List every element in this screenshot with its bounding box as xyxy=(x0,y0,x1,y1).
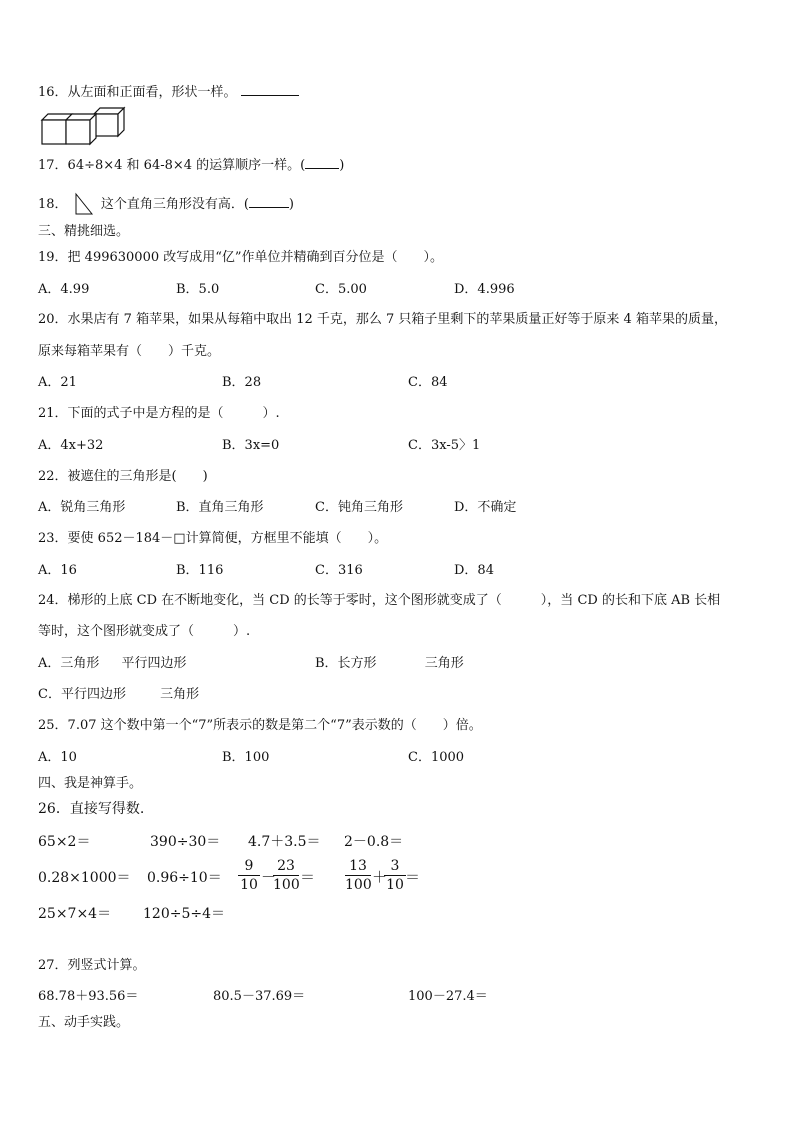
calc-item: 0.28×1000＝ xyxy=(38,870,131,886)
option-a[interactable]: A．锐角三角形 xyxy=(38,500,126,515)
plus-sign: ＋ xyxy=(372,868,388,886)
option-a[interactable]: A．4.99 xyxy=(38,282,90,297)
question-20-line1: 20．水果店有 7 箱苹果，如果从每箱中取出 12 千克，那么 7 只箱子里剩下的苹果质量正好等于原来 4 箱苹果的质量， xyxy=(38,312,727,327)
option-a[interactable]: A．10 xyxy=(38,750,77,765)
option-b[interactable]: B．28 xyxy=(222,375,262,390)
calc-item: 80.5－37.69＝ xyxy=(213,989,306,1004)
denominator: 100 xyxy=(273,877,300,893)
question-17 xyxy=(38,156,344,175)
option-c[interactable]: C．钝角三角形 xyxy=(315,500,403,515)
section-5-heading: 五、动手实践。 xyxy=(38,1015,130,1030)
minus-sign: － xyxy=(261,868,277,886)
option-b-second: 三角形 xyxy=(424,656,464,671)
question-27-title: 27．列竖式计算。 xyxy=(38,958,146,973)
option-b[interactable]: B．直角三角形 xyxy=(176,500,264,515)
right-triangle-icon xyxy=(74,192,94,216)
denominator: 100 xyxy=(345,877,372,893)
fraction-9-10 xyxy=(238,858,260,893)
option-b[interactable]: B．5.0 xyxy=(176,282,220,297)
question-18-text: 这个直角三角形没有高．( xyxy=(100,197,249,212)
option-d[interactable]: D．84 xyxy=(454,563,494,578)
question-20-line2: 原来每箱苹果有（ ）千克。 xyxy=(38,344,221,359)
option-a-first: A．三角形 xyxy=(38,656,100,671)
option-c[interactable]: C．3x-5〉1 xyxy=(408,438,481,453)
close-paren: ) xyxy=(339,158,345,173)
question-16-text: 16．从左面和正面看，形状一样。 xyxy=(38,85,237,100)
question-18 xyxy=(38,192,294,216)
equals-sign: ＝ xyxy=(405,868,421,886)
option-c[interactable]: C．84 xyxy=(408,375,448,390)
option-b[interactable]: B．3x=0 xyxy=(222,438,280,453)
question-17-text: 17．64÷8×4 和 64-8×4 的运算顺序一样。( xyxy=(38,158,306,173)
option-a[interactable] xyxy=(38,655,187,673)
close-paren: ) xyxy=(288,197,294,212)
calc-item: 4.7＋3.5＝ xyxy=(248,834,321,850)
question-24-line1: 24．梯形的上底 CD 在不断地变化，当 CD 的长等于零时，这个图形就变成了（ ），当 CD 的长和下底 AB 长相 xyxy=(38,593,721,608)
option-c-first: C．平行四边形 xyxy=(38,687,126,702)
option-b-first: B．长方形 xyxy=(315,656,377,671)
answer-blank[interactable] xyxy=(241,83,299,96)
option-b[interactable] xyxy=(315,655,464,673)
question-21-text: 21．下面的式子中是方程的是（ ）. xyxy=(38,406,280,421)
option-c[interactable] xyxy=(38,686,199,704)
question-26-title: 26．直接写得数. xyxy=(38,801,145,817)
calc-item: 120÷5÷4＝ xyxy=(143,906,225,922)
numerator: 3 xyxy=(390,858,400,874)
section-3-heading: 三、精挑细选。 xyxy=(38,224,130,239)
equals-sign: ＝ xyxy=(300,868,316,886)
numerator: 23 xyxy=(277,858,295,874)
calc-item: 390÷30＝ xyxy=(150,834,221,850)
question-16 xyxy=(38,83,299,102)
answer-blank[interactable] xyxy=(305,156,339,169)
calc-item: 68.78＋93.56＝ xyxy=(38,989,139,1004)
calc-item: 100－27.4＝ xyxy=(408,989,488,1004)
question-18-number: 18． xyxy=(38,197,68,212)
answer-blank[interactable] xyxy=(249,195,289,208)
denominator: 10 xyxy=(386,877,404,893)
option-a[interactable]: A．4x+32 xyxy=(38,438,104,453)
question-19-text: 19．把 499630000 改写成用“亿”作单位并精确到百分位是（ ）。 xyxy=(38,250,444,265)
option-a[interactable]: A．16 xyxy=(38,563,77,578)
question-22-text: 22．被遮住的三角形是( ) xyxy=(38,469,208,484)
option-c[interactable]: C．1000 xyxy=(408,750,465,765)
question-25-text: 25．7.07 这个数中第一个“7”所表示的数是第二个“7”表示数的（ ）倍。 xyxy=(38,718,482,733)
option-a-second: 平行四边形 xyxy=(121,656,187,671)
fraction-13-100 xyxy=(345,858,371,893)
calc-item: 0.96÷10＝ xyxy=(147,870,222,886)
fraction-3-10 xyxy=(384,858,406,893)
question-24-line2: 等时，这个图形就变成了（ ）. xyxy=(38,624,251,639)
fraction-23-100 xyxy=(273,858,299,893)
option-d[interactable]: D．不确定 xyxy=(454,500,517,515)
option-a[interactable]: A．21 xyxy=(38,375,77,390)
option-b[interactable]: B．116 xyxy=(176,563,224,578)
cubes-figure xyxy=(40,106,130,146)
section-4-heading: 四、我是神算手。 xyxy=(38,776,143,791)
denominator: 10 xyxy=(240,877,258,893)
option-c[interactable]: C．5.00 xyxy=(315,282,367,297)
calc-item: 25×7×4＝ xyxy=(38,906,112,922)
numerator: 9 xyxy=(244,858,254,874)
numerator: 13 xyxy=(349,858,367,874)
option-c-second: 三角形 xyxy=(160,687,200,702)
question-23-text: 23．要使 652－184－□计算简便，方框里不能填（ ）。 xyxy=(38,531,388,546)
calc-item: 65×2＝ xyxy=(38,834,91,850)
calc-item: 2－0.8＝ xyxy=(344,834,404,850)
option-b[interactable]: B．100 xyxy=(222,750,270,765)
option-d[interactable]: D．4.996 xyxy=(454,282,515,297)
option-c[interactable]: C．316 xyxy=(315,563,363,578)
